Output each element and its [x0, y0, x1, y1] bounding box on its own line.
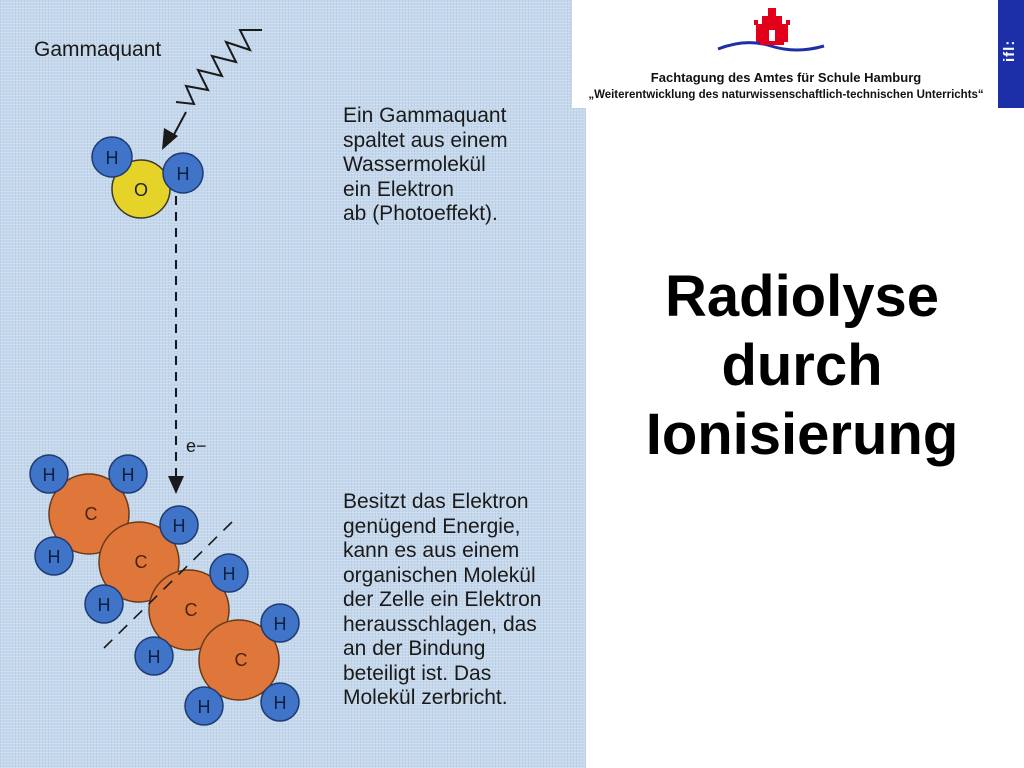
title-line-2: durch [721, 333, 883, 398]
electron-label: e− [186, 436, 207, 456]
hydrogen-symbol: H [172, 516, 186, 536]
oxygen-symbol: O [133, 180, 149, 200]
hydrogen-symbol: H [273, 614, 287, 634]
electron-arrowhead [168, 476, 184, 494]
carbon-symbol: C [234, 650, 248, 670]
hydrogen-symbol: H [97, 595, 111, 615]
hydrogen-symbol: H [176, 164, 190, 184]
hydrogen-symbol: H [121, 465, 135, 485]
photoeffect-caption: Ein Gammaquant spaltet aus einem Wassermolekül ein Elektron ab (Photoeffekt). [343, 104, 508, 225]
conference-subtitle: „Weiterentwicklung des naturwissenschaftlich-technischen Unterrichts“ [588, 89, 984, 101]
hamburg-coat-of-arms-icon [716, 2, 826, 62]
hydrogen-symbol: H [197, 697, 211, 717]
gamma-quant-label: Gammaquant [34, 38, 162, 61]
hydrogen-symbol: H [273, 693, 287, 713]
title-line-1: Radiolyse [665, 264, 939, 329]
slide-title [600, 262, 1004, 469]
ifl-logo-text: ifl: [1001, 39, 1018, 62]
hydrogen-symbol: H [42, 465, 56, 485]
carbon-symbol: C [134, 552, 148, 572]
conference-title: Fachtagung des Amtes für Schule Hamburg [650, 70, 922, 85]
hydrogen-symbol: H [47, 547, 61, 567]
hydrogen-symbol: H [222, 564, 236, 584]
carbon-symbol: C [84, 504, 98, 524]
hydrogen-symbol: H [105, 148, 119, 168]
ionization-caption: Besitzt das Elektron genügend Energie, kann es aus einem organischen Molekül der Zelle ein Elektron herausschlagen, das an der Bindung beteiligt ist. Das Molekül zerbricht. [343, 490, 542, 709]
hydrogen-symbol: H [147, 647, 161, 667]
gamma-wave [176, 30, 262, 104]
title-line-3: Ionisierung [645, 402, 959, 467]
carbon-symbol: C [184, 600, 198, 620]
